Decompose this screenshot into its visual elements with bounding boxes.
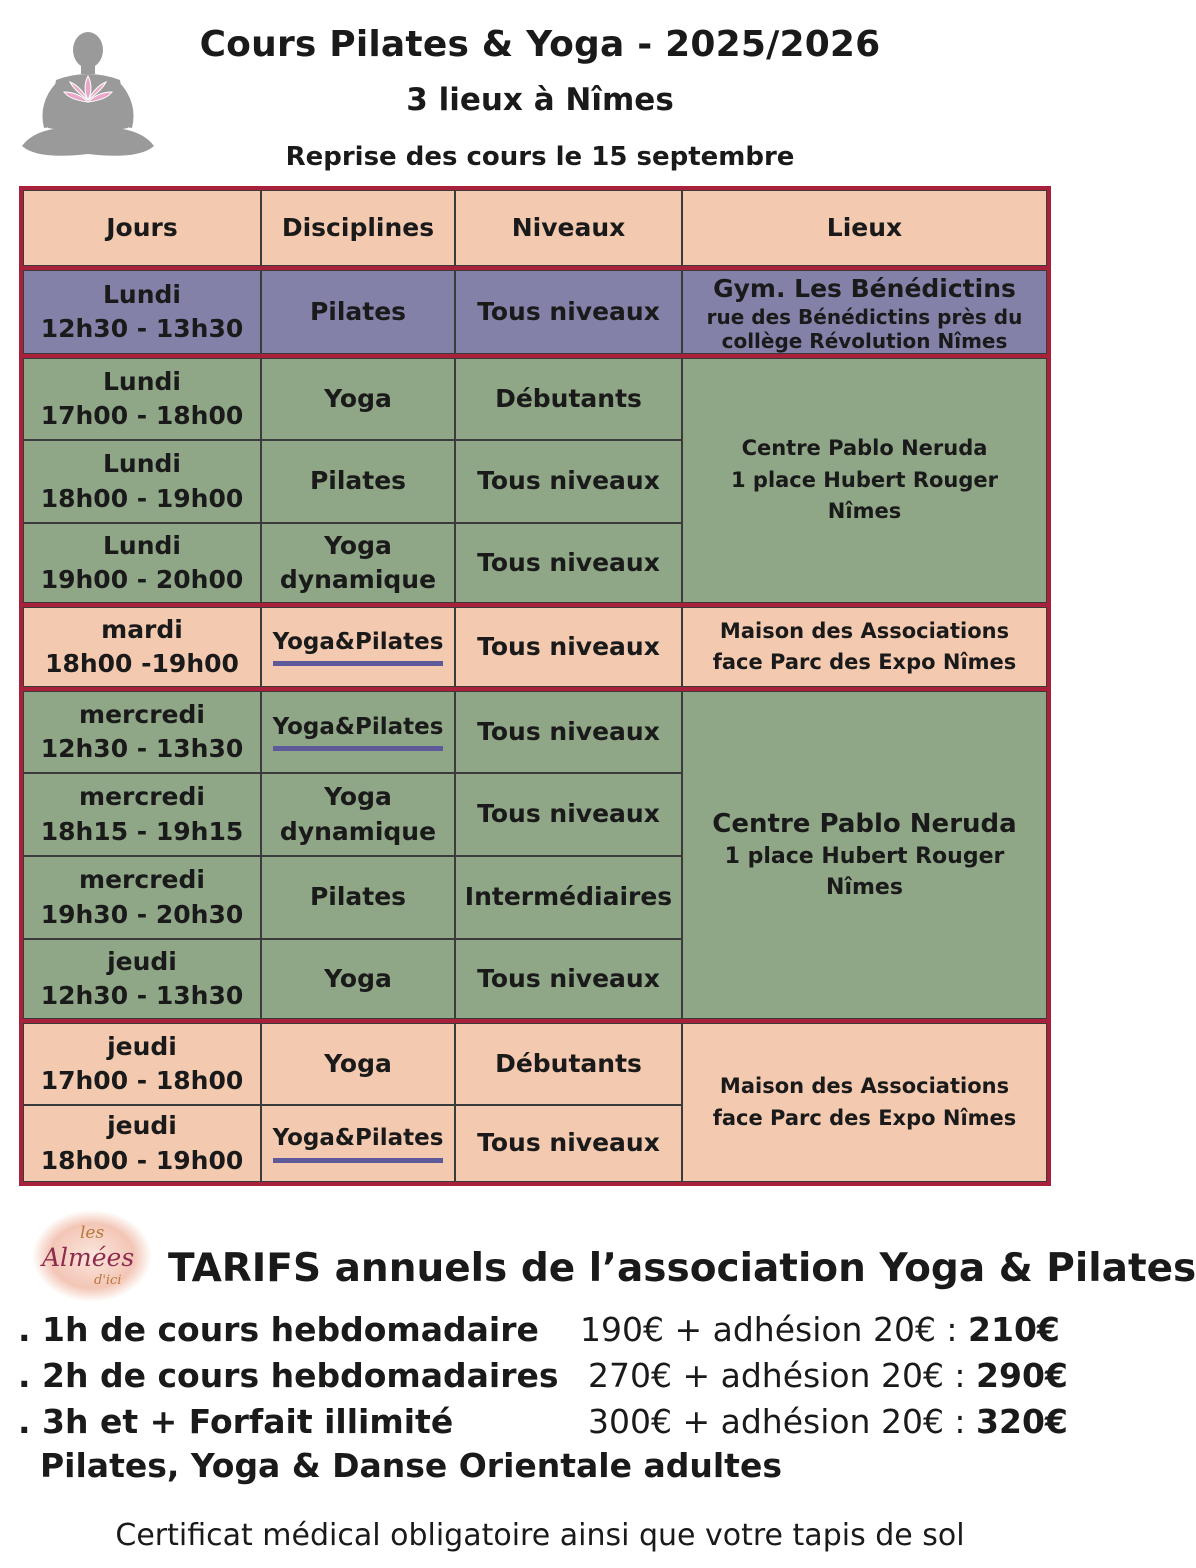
- logo-text-almees: Almées: [42, 1243, 135, 1272]
- level-cell: Tous niveaux: [455, 523, 682, 603]
- discipline-cell: Yoga: [261, 358, 455, 440]
- location-address: face Parc des Expo Nîmes: [712, 650, 1017, 674]
- time-label: 12h30 - 13h30: [40, 314, 244, 343]
- header-disciplines: Disciplines: [261, 190, 455, 266]
- table-row-day: [23, 856, 261, 939]
- location-cell: [682, 691, 1047, 1019]
- header-niveaux: Niveaux: [455, 190, 682, 266]
- tarifs-title: [168, 1246, 1196, 1291]
- tarif-total: 290€: [976, 1356, 1068, 1395]
- location-name: Maison des Associations: [719, 618, 1010, 643]
- header-jours: Jours: [23, 190, 261, 266]
- location-cell: [682, 358, 1047, 603]
- level-cell: Tous niveaux: [455, 270, 682, 354]
- level-cell: Intermédiaires: [455, 856, 682, 939]
- forfait-detail: Pilates, Yoga & Danse Orientale adultes: [40, 1446, 782, 1485]
- table-row-day: [23, 270, 261, 354]
- day-label: mercredi: [79, 782, 205, 811]
- level-cell: Tous niveaux: [455, 440, 682, 523]
- time-label: 12h30 - 13h30: [40, 981, 244, 1010]
- location-cell: [682, 270, 1047, 354]
- table-row-day: [23, 1105, 261, 1182]
- tarif-label: . 1h de cours hebdomadaire: [18, 1310, 539, 1349]
- discipline-cell: [261, 773, 455, 856]
- header-lieux: Lieux: [682, 190, 1047, 266]
- time-label: 19h30 - 20h30: [40, 899, 244, 929]
- table-row-day: [23, 691, 261, 773]
- tarif-price-detail: 270€ + adhésion 20€ :: [588, 1356, 977, 1395]
- day-label: mercredi: [79, 699, 205, 729]
- day-label: Lundi: [103, 449, 181, 478]
- tarif-item: [18, 1356, 1068, 1400]
- discipline-line: Yoga: [324, 782, 392, 811]
- discipline-label: Yoga&Pilates: [273, 628, 444, 667]
- discipline-cell: Pilates: [261, 440, 455, 523]
- day-label: Lundi: [103, 366, 181, 396]
- discipline-cell: Pilates: [261, 270, 455, 354]
- time-label: 18h00 - 19h00: [40, 483, 244, 513]
- table-row-day: [23, 1023, 261, 1105]
- restart-date: Reprise des cours le 15 septembre: [285, 142, 795, 172]
- location-cell: [682, 607, 1047, 687]
- table-row-day: [23, 440, 261, 523]
- time-label: 17h00 - 18h00: [40, 401, 244, 430]
- level-cell: Tous niveaux: [455, 691, 682, 773]
- location-address: 1 place Hubert Rouger: [724, 844, 1005, 870]
- location-address: collège Révolution Nîmes: [721, 328, 1008, 353]
- table-row-day: [23, 607, 261, 687]
- level-cell: Débutants: [455, 358, 682, 440]
- location-name: Gym. Les Bénédictins: [713, 273, 1016, 303]
- tarif-label: . 2h de cours hebdomadaires: [18, 1356, 559, 1395]
- location-address: Nîmes: [827, 499, 902, 524]
- table-row-day: [23, 939, 261, 1019]
- time-label: 12h30 - 13h30: [40, 734, 244, 763]
- day-label: mercredi: [79, 865, 205, 894]
- tarif-price: [588, 1402, 1068, 1441]
- time-label: 18h00 -19h00: [45, 649, 239, 678]
- tarif-item: [18, 1402, 1068, 1446]
- tarif-price: [588, 1356, 1068, 1395]
- discipline-cell: Pilates: [261, 856, 455, 939]
- discipline-line: dynamique: [279, 816, 437, 846]
- location-address: face Parc des Expo Nîmes: [712, 1105, 1017, 1130]
- discipline-label: Yoga&Pilates: [273, 713, 444, 752]
- time-label: 19h00 - 20h00: [40, 565, 244, 594]
- logo-text-les: les: [80, 1223, 105, 1243]
- day-label: jeudi: [107, 1111, 177, 1140]
- tarif-price-detail: 190€ + adhésion 20€ :: [580, 1310, 969, 1349]
- discipline-cell: [261, 1105, 455, 1182]
- day-label: Lundi: [103, 530, 181, 560]
- level-cell: Tous niveaux: [455, 939, 682, 1019]
- location-name: Maison des Associations: [719, 1074, 1010, 1098]
- table-row-day: [23, 523, 261, 603]
- day-label: jeudi: [107, 1031, 177, 1061]
- footer-note: Certificat médical obligatoire ainsi que votre tapis de sol: [115, 1518, 965, 1553]
- discipline-cell: [261, 691, 455, 773]
- tarif-item: [18, 1310, 1068, 1354]
- discipline-cell: Yoga: [261, 939, 455, 1019]
- location-name: Centre Pablo Neruda: [741, 436, 988, 461]
- tarif-label: . 3h et + Forfait illimité: [18, 1402, 454, 1441]
- level-cell: Débutants: [455, 1023, 682, 1105]
- location-address: 1 place Hubert Rouger: [730, 467, 998, 492]
- tarif-price: [580, 1310, 1060, 1349]
- time-label: 18h00 - 19h00: [40, 1145, 244, 1175]
- day-label: mardi: [101, 614, 183, 644]
- level-cell: Tous niveaux: [455, 607, 682, 687]
- discipline-label: Yoga&Pilates: [273, 1124, 444, 1163]
- table-row-day: [23, 773, 261, 856]
- page-title: Cours Pilates & Yoga - 2025/2026: [199, 24, 881, 65]
- association-logo: [32, 1206, 156, 1302]
- discipline-line: dynamique: [279, 565, 437, 594]
- tarif-total: 210€: [968, 1310, 1060, 1349]
- location-address: rue des Bénédictins près du: [706, 304, 1023, 329]
- location-name: Centre Pablo Neruda: [712, 809, 1017, 839]
- discipline-cell: [261, 523, 455, 603]
- tarif-total: 320€: [976, 1402, 1068, 1441]
- tarifs-title-bold: TARIFS: [168, 1246, 322, 1291]
- page-subtitle: 3 lieux à Nîmes: [406, 82, 674, 118]
- tarifs-title-rest: annuels de l’association Yoga & Pilates: [321, 1246, 1196, 1291]
- time-label: 18h15 - 19h15: [40, 816, 244, 846]
- day-label: jeudi: [107, 946, 177, 976]
- level-cell: Tous niveaux: [455, 1105, 682, 1182]
- discipline-cell: Yoga: [261, 1023, 455, 1105]
- discipline-cell: [261, 607, 455, 687]
- logo-text-dici: d'ici: [94, 1273, 122, 1288]
- time-label: 17h00 - 18h00: [40, 1066, 244, 1095]
- table-row-day: [23, 358, 261, 440]
- schedule-table: [19, 186, 1051, 1186]
- location-cell: [682, 1023, 1047, 1182]
- level-cell: Tous niveaux: [455, 773, 682, 856]
- location-address: Nîmes: [826, 875, 903, 901]
- tarif-price-detail: 300€ + adhésion 20€ :: [588, 1402, 977, 1441]
- day-label: Lundi: [103, 279, 181, 309]
- discipline-line: Yoga: [324, 530, 392, 560]
